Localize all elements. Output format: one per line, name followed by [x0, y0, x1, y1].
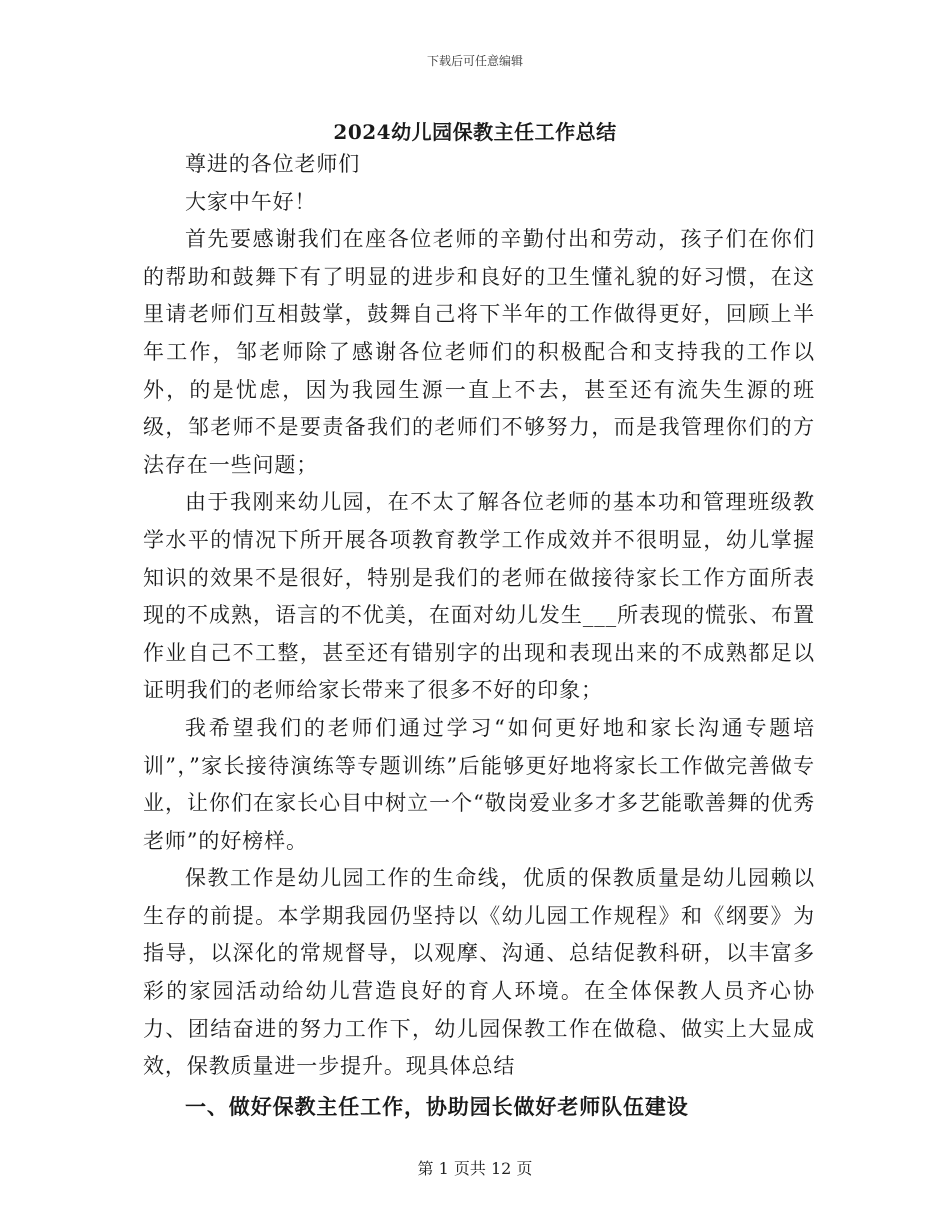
- document-body: [143, 146, 815, 1125]
- document-title: 2024幼儿园保教主任工作总结: [333, 120, 617, 144]
- paragraph-situation: 由于我刚来幼儿园，在不太了解各位老师的基本功和管理班级教学水平的情况下所开展各项教育教学工作成效并不很明显，幼儿掌握知识的效果不是很好，特别是我们的老师在做接待家长工作方面所表现的不成熟，语言的不优美，在面对幼儿发生___所表现的慌张、布置作业自己不工整，甚至还有错别字的出现和表现出来的不成熟都足以证明我们的老师给家长带来了很多不好的印象；: [143, 490, 815, 703]
- header-note: 下载后可任意编辑: [426, 54, 523, 68]
- paragraph-greeting: 大家中午好！: [185, 189, 317, 214]
- paragraph-summary: 保教工作是幼儿园工作的生命线，优质的保教质量是幼儿园赖以生存的前提。本学期我园仍坚持以《幼儿园工作规程》和《纲要》为指导，以深化的常规督导，以观摩、沟通、总结促教科研，以丰富多彩的家园活动给幼儿营造良好的育人环境。在全体保教人员齐心协力、团结奋进的努力工作下，幼儿园保教工作在做稳、做实上大显成效，保教质量进一步提升。现具体总结: [143, 866, 815, 1079]
- paragraph-thanks: 首先要感谢我们在座各位老师的辛勤付出和劳动，孩子们在你们的帮助和鼓舞下有了明显的进步和良好的卫生懂礼貌的好习惯，在这里请老师们互相鼓掌，鼓舞自己将下半年的工作做得更好，回顾上半年工作，邹老师除了感谢各位老师们的积极配合和支持我的工作以外，的是忧虑，因为我园生源一直上不去，甚至还有流失生源的班级，邹老师不是要责备我们的老师们不够努力，而是我管理你们的方法存在一些问题；: [143, 227, 815, 477]
- page-number: 第 1 页共 12 页: [417, 1159, 533, 1178]
- paragraph-hope: 我希望我们的老师们通过学习“如何更好地和家长沟通专题培训”，”家长接待演练等专题训练”后能够更好地将家长工作做完善做专业，让你们在家长心目中树立一个“敬岗爱业多才多艺能歌善舞的优秀老师”的好榜样。: [143, 715, 815, 853]
- section-heading: 一、做好保教主任工作，协助园长做好老师队伍建设: [185, 1093, 689, 1119]
- paragraph-salutation: 尊进的各位老师们: [185, 152, 361, 176]
